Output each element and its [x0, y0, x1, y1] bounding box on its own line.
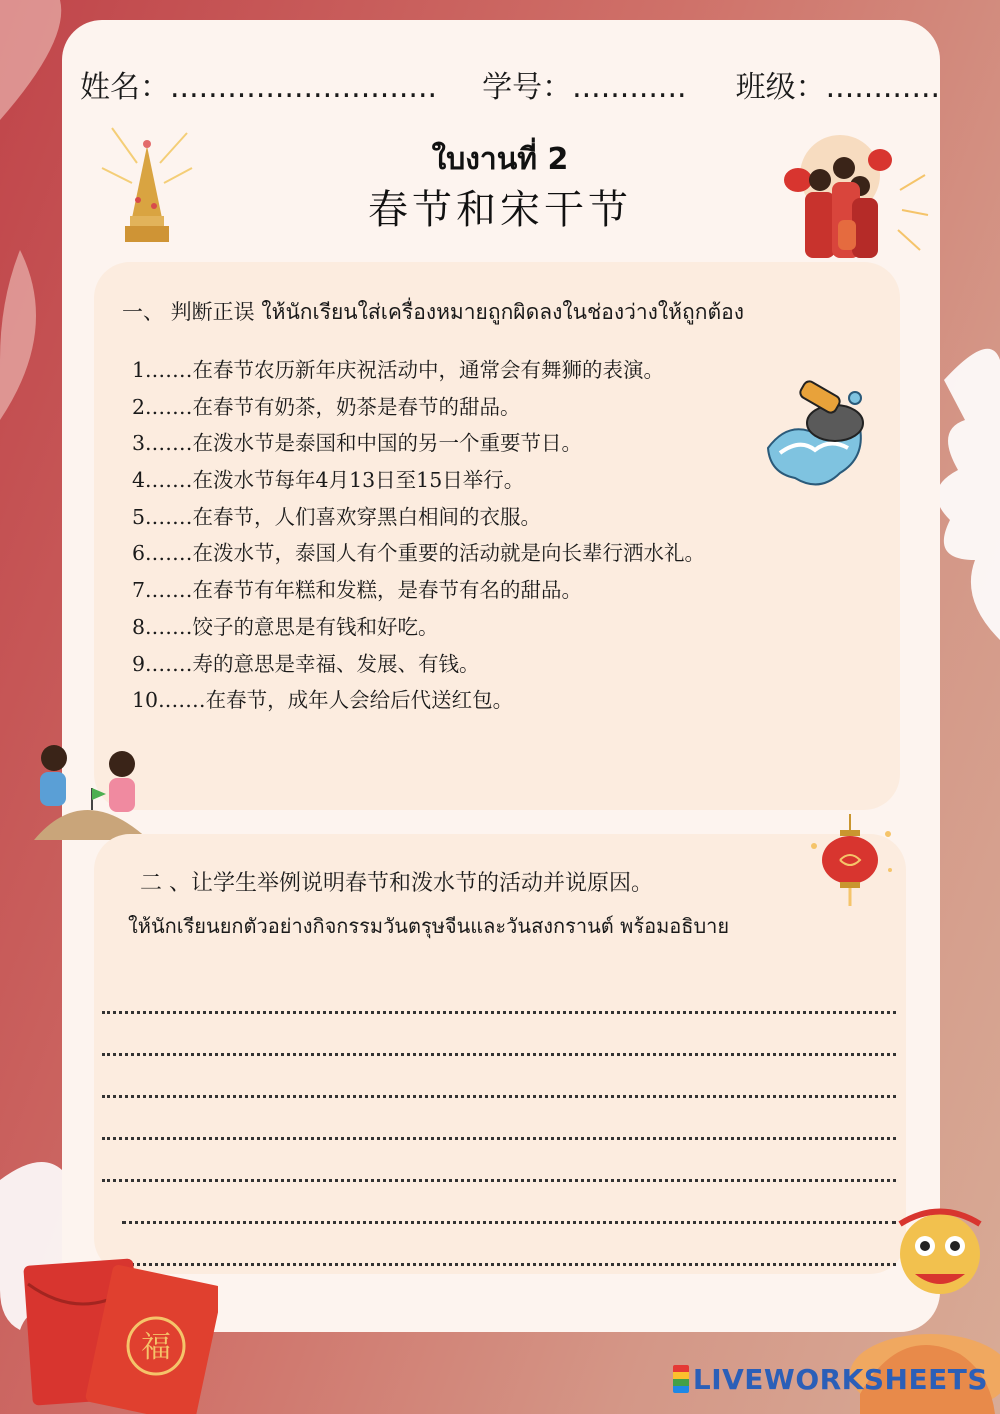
- section2-heading: 二 、让学生举例说明春节和泼水节的活动并说原因。: [140, 871, 653, 896]
- answer-line[interactable]: [102, 1056, 896, 1098]
- list-item[interactable]: 5.……在春节，人们喜欢穿黑白相间的衣服。: [132, 504, 542, 529]
- section1-heading: 一、 判断正误 ให้นักเรียนใส่เครื่องหมายถูกผิดลงในช่องว่างให้ถูกต้อง: [122, 300, 744, 324]
- list-item[interactable]: 2.……在春节有奶茶，奶茶是春节的甜品。: [132, 394, 521, 419]
- family-new-year-illustration: [780, 120, 930, 260]
- worksheet-title-chinese: 春节和宋干节: [368, 187, 632, 233]
- red-envelope-illustration: [18, 1254, 218, 1414]
- answer-line[interactable]: [102, 1098, 896, 1140]
- answer-lines[interactable]: [102, 972, 896, 1266]
- answer-line[interactable]: [102, 1014, 896, 1056]
- student-info-row: [80, 62, 941, 106]
- red-lantern-illustration: [806, 814, 898, 910]
- answer-line[interactable]: [122, 1182, 896, 1224]
- list-item[interactable]: 1.……在春节农历新年庆祝活动中，通常会有舞狮的表演。: [132, 358, 665, 382]
- true-false-list: [132, 352, 705, 719]
- list-item[interactable]: 3.……在泼水节是泰国和中国的另一个重要节日。: [132, 431, 583, 456]
- list-item[interactable]: 4.……在泼水节每年4月13日至15日举行。: [132, 468, 525, 493]
- answer-line[interactable]: [102, 1140, 896, 1182]
- golden-pagoda-illustration: [92, 108, 202, 258]
- name-field[interactable]: 姓名：............................: [80, 70, 438, 105]
- list-item[interactable]: 6.……在泼水节，泰国人有个重要的活动就是向长辈行洒水礼。: [132, 541, 706, 566]
- worksheet-title-thai: ใบงานที่ 2: [431, 142, 569, 177]
- fu-character: 福: [141, 1330, 171, 1365]
- list-item[interactable]: 7.……在春节有年糕和发糕，是春节有名的甜品。: [132, 578, 583, 603]
- list-item[interactable]: 8.……饺子的意思是有钱和好吃。: [132, 614, 439, 639]
- liveworksheets-logo[interactable]: LIVEWORKSHEETS: [673, 1363, 988, 1396]
- answer-line[interactable]: [102, 972, 896, 1014]
- list-item[interactable]: 10.……在春节，成年人会给后代送红包。: [132, 688, 514, 713]
- section2-subheading: ให้นักเรียนยกตัวอย่างกิจกรรมวันตรุษจีนและวันสงกรานต์ พร้อมอธิบาย: [128, 914, 730, 938]
- student-id-field[interactable]: 学号：............: [482, 70, 687, 105]
- class-field[interactable]: 班级：............: [735, 70, 941, 105]
- answer-line[interactable]: [102, 1224, 896, 1266]
- logo-mark-icon: [673, 1365, 689, 1393]
- list-item[interactable]: 9.……寿的意思是幸福、发展、有钱。: [132, 651, 480, 676]
- water-bowl-splash-illustration: [760, 378, 870, 498]
